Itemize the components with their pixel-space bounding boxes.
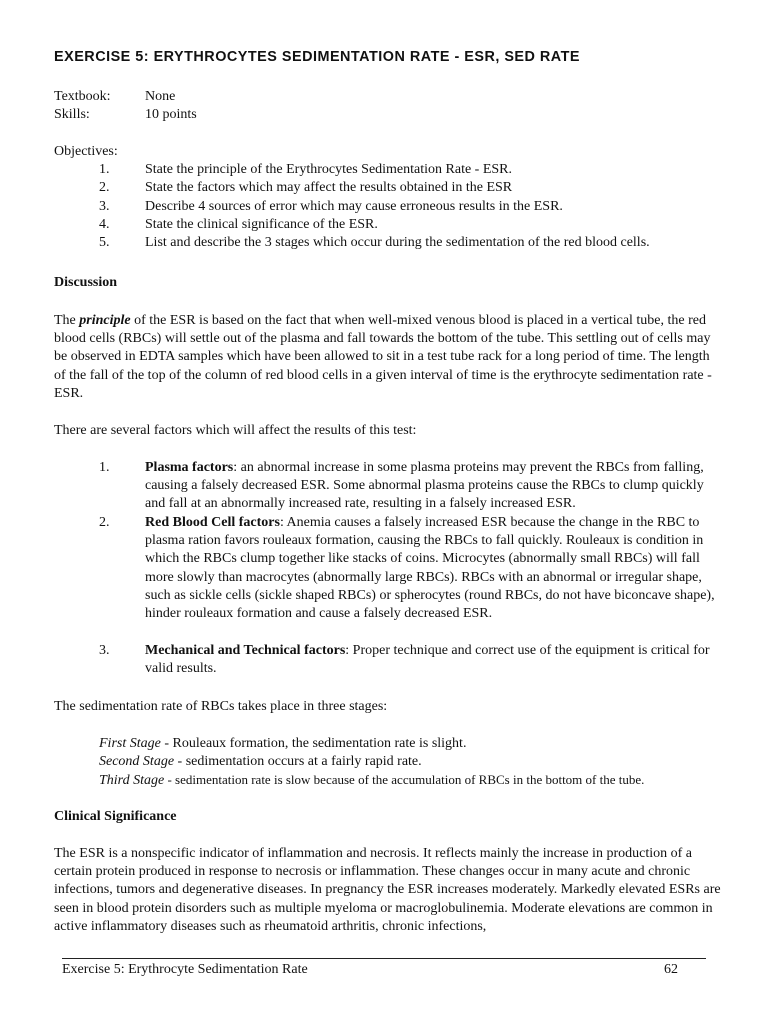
factor-name: Red Blood Cell factors bbox=[145, 515, 280, 530]
factor-item-plasma bbox=[54, 459, 724, 514]
textbook-label: Textbook: bbox=[54, 89, 111, 104]
factor-number: 1. bbox=[99, 460, 110, 475]
stages-list bbox=[99, 735, 644, 790]
objectives-list bbox=[54, 161, 744, 252]
objective-item bbox=[54, 216, 744, 234]
stages-intro: The sedimentation rate of RBCs takes place in three stages: bbox=[54, 699, 388, 714]
factor-text: : Proper technique and correct use of the equipment is critical for valid results. bbox=[145, 643, 710, 677]
skills-label: Skills: bbox=[54, 107, 90, 122]
objective-item bbox=[54, 198, 744, 216]
stage-name: Second Stage bbox=[99, 754, 175, 770]
principle-emphasis: principle bbox=[79, 313, 131, 328]
objectives-label: Objectives: bbox=[54, 144, 118, 159]
objective-text: List and describe the 3 stages which occur during the sedimentation of the red blood cells. bbox=[145, 235, 650, 251]
skills-value: 10 points bbox=[145, 107, 197, 122]
clinical-heading: Clinical Significance bbox=[54, 809, 177, 824]
principle-body: of the ESR is based on the fact that when well-mixed venous blood is placed in a vertical tube, the red blood cells (RBCs) will settle out of the plasma and fall towards the bottom of the tube. This settling out of cells may be observed in EDTA samples which have been allowed to sit in a test tube rack for a long period of time. The length of the fall of the top of the column of red blood cells in a given interval of time is the erythrocyte sedimentation rate - ESR. bbox=[54, 313, 712, 401]
factor-item-mechanical bbox=[54, 642, 724, 678]
stage-item bbox=[99, 753, 644, 771]
objective-number: 3. bbox=[99, 198, 110, 214]
textbook-value: None bbox=[145, 89, 176, 104]
objective-item bbox=[54, 179, 744, 197]
objective-text: State the factors which may affect the results obtained in the ESR bbox=[145, 180, 513, 196]
objective-text: Describe 4 sources of error which may cause erroneous results in the ESR. bbox=[145, 198, 563, 214]
objective-number: 1. bbox=[99, 162, 110, 177]
stage-text: - sedimentation occurs at a fairly rapid rate. bbox=[174, 754, 422, 770]
objective-number: 2. bbox=[99, 180, 110, 196]
objective-number: 5. bbox=[99, 235, 110, 251]
factor-name: Plasma factors bbox=[145, 460, 234, 475]
factor-number: 3. bbox=[99, 643, 110, 658]
objective-text: State the principle of the Erythrocytes Sedimentation Rate - ESR. bbox=[145, 162, 513, 177]
factor-text: : an abnormal increase in some plasma proteins may prevent the RBCs from falling, causing a falsely decreased ESR. Some abnormal plasma proteins cause the RBCs to clump quickly and fall at an abnormally increased rate, resulting in a falsely increased ESR. bbox=[145, 460, 704, 512]
objective-item bbox=[54, 234, 744, 252]
footer-divider bbox=[62, 958, 706, 959]
factor-name: Mechanical and Technical factors bbox=[145, 643, 346, 658]
stage-item bbox=[99, 771, 644, 789]
footer-title: Exercise 5: Erythrocyte Sedimentation Rate bbox=[62, 962, 308, 977]
stage-name: First Stage bbox=[99, 736, 161, 751]
principle-paragraph bbox=[54, 312, 724, 403]
objective-item bbox=[54, 161, 744, 179]
discussion-heading: Discussion bbox=[54, 275, 118, 290]
factor-number: 2. bbox=[99, 515, 110, 530]
factor-text: : Anemia causes a falsely increased ESR because the change in the RBC to plasma ration favors rouleaux formation, causing the RBCs to fall quickly. Rouleaux is condition in which the RBCs clump together like stacks of coins. Microcytes (abnormally small RBCs) will fall more slowly than macrocytes (abnormally large RBCs). RBCs with an abnormal or irregular shape, such as sickle cells (sickle shaped RBCs) or spherocytes (round RBCs, do not have biconcave shape), hinder rouleaux formation and cause a falsely decreased ESR. bbox=[145, 515, 715, 622]
objective-number: 4. bbox=[99, 216, 110, 232]
stage-name: Third Stage bbox=[99, 773, 165, 789]
clinical-paragraph: The ESR is a nonspecific indicator of inflammation and necrosis. It reflects mainly the increase in production of a certain protein produced in response to necrosis or inflammation. These changes occur in many acute and chronic infections, tumors and degenerative diseases. In pregnancy the ESR increases moderately. Markedly elevated ESRs are seen in blood protein disorders such as multiple myeloma or macroglobulinemia. Moderate elevations are common in active inflammatory diseases such as rheumatoid arthritis, chronic infections, bbox=[54, 846, 721, 934]
stage-text: - Rouleaux formation, the sedimentation rate is slight. bbox=[160, 736, 467, 751]
stage-text: - sedimentation rate is slow because of the accumulation of RBCs in the bottom of the tube. bbox=[164, 772, 645, 788]
exercise-title: EXERCISE 5: ERYTHROCYTES SEDIMENTATION RATE - ESR, SED RATE bbox=[54, 49, 581, 65]
stage-item bbox=[99, 735, 644, 753]
page-number: 62 bbox=[664, 962, 678, 977]
factors-intro: There are several factors which will affect the results of this test: bbox=[54, 423, 417, 438]
principle-intro: The bbox=[54, 313, 80, 328]
objective-text: State the clinical significance of the ESR. bbox=[145, 216, 378, 232]
factor-item-rbc bbox=[54, 514, 724, 623]
